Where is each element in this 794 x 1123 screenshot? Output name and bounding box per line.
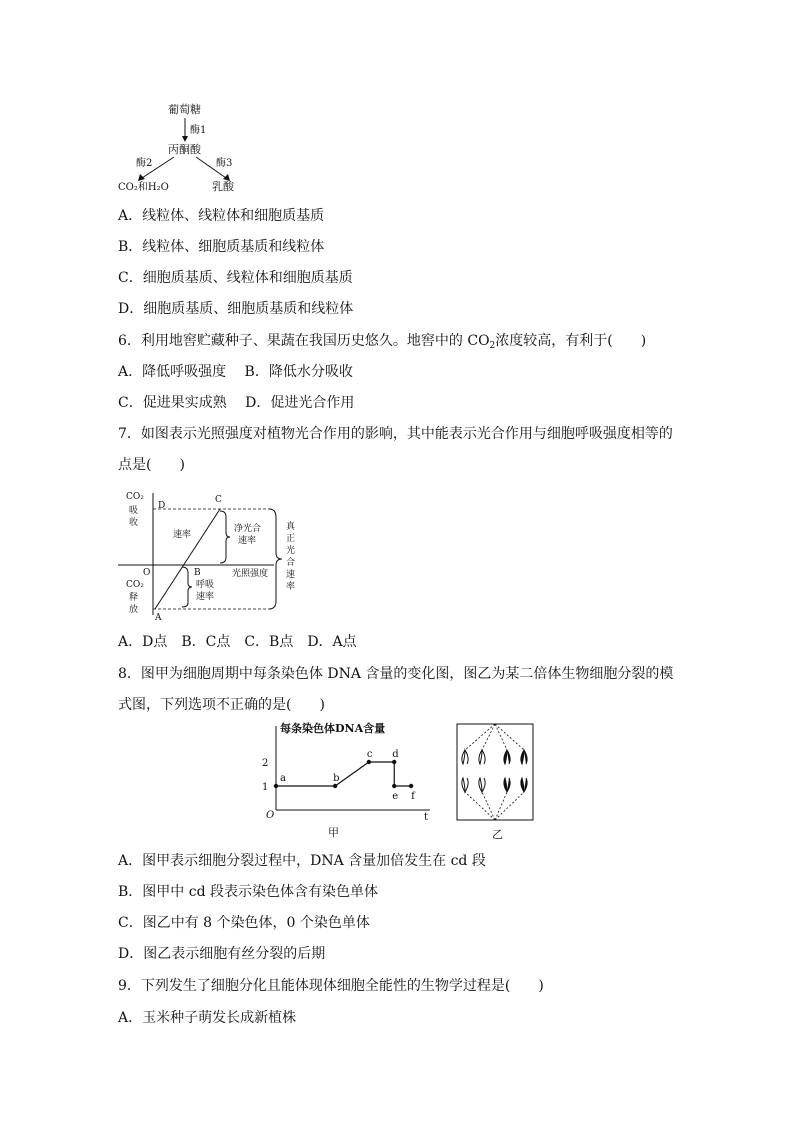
co2-h2o-label: CO₂和H₂O	[118, 182, 169, 193]
true-rate-brace	[269, 509, 282, 609]
pathway-figure	[112, 96, 272, 196]
q7-stem-line2: 点是( )	[118, 457, 185, 473]
chart-ytick-1: 1	[262, 782, 269, 793]
chart-point-label-b: b	[333, 773, 340, 784]
q8-stem-line2: 式图，下列选项不正确的是( )	[118, 697, 325, 713]
chart-point-c	[367, 760, 371, 764]
co2-absorb-label: CO₂	[126, 492, 144, 502]
release-char-1: 释	[129, 593, 139, 603]
chart-point-label-e: e	[392, 791, 399, 802]
chart-x-label: t	[424, 812, 429, 823]
q9-option-a: A．玉米种子萌发长成新植株	[118, 1010, 297, 1026]
q8-option-a: A．图甲表示细胞分裂过程中，DNA 含量加倍发生在 cd 段	[118, 853, 486, 869]
co2-release-label: CO₂	[126, 580, 144, 590]
true-rate-char-5: 速	[286, 570, 296, 580]
chart-segment-bc	[335, 762, 369, 786]
arrowhead-2	[138, 174, 145, 181]
q7-stem-line1: 7．如图表示光照强度对植物光合作用的影响，其中能表示光合作用与细胞呼吸强度相等的	[118, 426, 673, 442]
resp-rate-line1: 呼吸	[196, 580, 215, 590]
glucose-label: 葡萄糖	[168, 103, 201, 116]
arrowhead-1	[182, 136, 188, 142]
lactic-acid-label: 乳酸	[212, 180, 234, 193]
chart-caption: 甲	[328, 826, 339, 839]
chart-point-b	[333, 784, 337, 788]
q8-option-d: D．图乙表示细胞有丝分裂的后期	[118, 946, 326, 962]
net-rate-line1: 净光合	[234, 524, 262, 534]
true-rate-char-1: 真	[286, 522, 296, 532]
q7-options: A．D点 B．C点 C．B点 D．A点	[118, 634, 357, 650]
photosynthesis-figure	[116, 487, 306, 625]
q6-options-row1: A．降低呼吸强度 B．降低水分吸收	[118, 364, 353, 380]
chart-origin: O	[266, 810, 275, 821]
q9-stem: 9．下列发生了细胞分化且能体现体细胞全能性的生物学过程是( )	[118, 978, 544, 994]
resp-rate-line2: 速率	[196, 592, 215, 602]
chart-point-a	[274, 784, 278, 788]
cell-outline	[457, 724, 533, 820]
q6-stem: 6．利用地窖贮藏种子、果蔬在我国历史悠久。地窖中的 $CO_2$浓度较高，有利于( )	[118, 333, 647, 351]
q8-option-c: C．图乙中有 8 个染色体，0 个染色单体	[118, 915, 370, 931]
release-char-2: 放	[129, 605, 139, 615]
q8-option-b: B．图甲中 cd 段表示染色体含有染色单体	[118, 884, 378, 900]
point-a: A	[155, 613, 162, 623]
chart-point-label-c: c	[366, 749, 373, 760]
point-d: D	[158, 501, 166, 511]
chromosomes-bottom	[462, 778, 527, 792]
q5-option-d: D．细胞质基质、细胞质基质和线粒体	[118, 301, 354, 317]
cell-division-diagram	[452, 720, 540, 844]
point-o: O	[143, 568, 151, 578]
true-rate-char-2: 正	[286, 534, 296, 544]
dna-content-chart	[258, 718, 440, 842]
pyruvate-label: 丙酮酸	[168, 143, 201, 156]
true-rate-char-6: 率	[286, 582, 296, 592]
chart-point-label-a: a	[280, 773, 286, 784]
chart-point-label-f: f	[411, 791, 415, 802]
point-b: B	[194, 568, 201, 578]
light-intensity-label: 光照强度	[232, 569, 269, 579]
true-rate-char-4: 合	[286, 558, 296, 568]
chart-ytick-2: 2	[262, 758, 269, 769]
spindle-fibers	[465, 724, 524, 820]
net-rate-line2: 速率	[238, 536, 257, 546]
q6-options-row2: C．促进果实成熟 D．促进光合作用	[118, 395, 355, 411]
true-rate-char-3: 光	[286, 546, 296, 556]
net-rate-brace	[220, 511, 230, 563]
diagram-caption: 乙	[492, 828, 503, 841]
resp-rate-brace	[182, 567, 192, 607]
chart-point-d	[392, 760, 396, 764]
chart-title: 每条染色体DNA含量	[280, 722, 386, 735]
chart-point-label-d: d	[392, 749, 399, 760]
q5-option-b: B．线粒体、细胞质基质和线粒体	[118, 239, 325, 255]
q5-option-c: C．细胞质基质、线粒体和细胞质基质	[118, 270, 353, 286]
chromosomes-top	[462, 750, 527, 764]
chart-point-e	[392, 784, 396, 788]
enzyme1-label: 酶1	[190, 125, 207, 136]
rate-label: 速率	[173, 530, 192, 540]
enzyme3-label: 酶3	[216, 158, 233, 169]
chart-point-f	[409, 784, 413, 788]
enzyme2-label: 酶2	[136, 158, 153, 169]
absorb-char-1: 吸	[129, 506, 139, 516]
q8-stem-line1: 8．图甲为细胞周期中每条染色体 DNA 含量的变化图，图乙为某二倍体生物细胞分裂的模	[118, 666, 674, 682]
q5-option-a: A．线粒体、线粒体和细胞质基质	[118, 208, 325, 224]
absorb-char-2: 收	[129, 518, 139, 528]
point-c: C	[215, 495, 222, 505]
